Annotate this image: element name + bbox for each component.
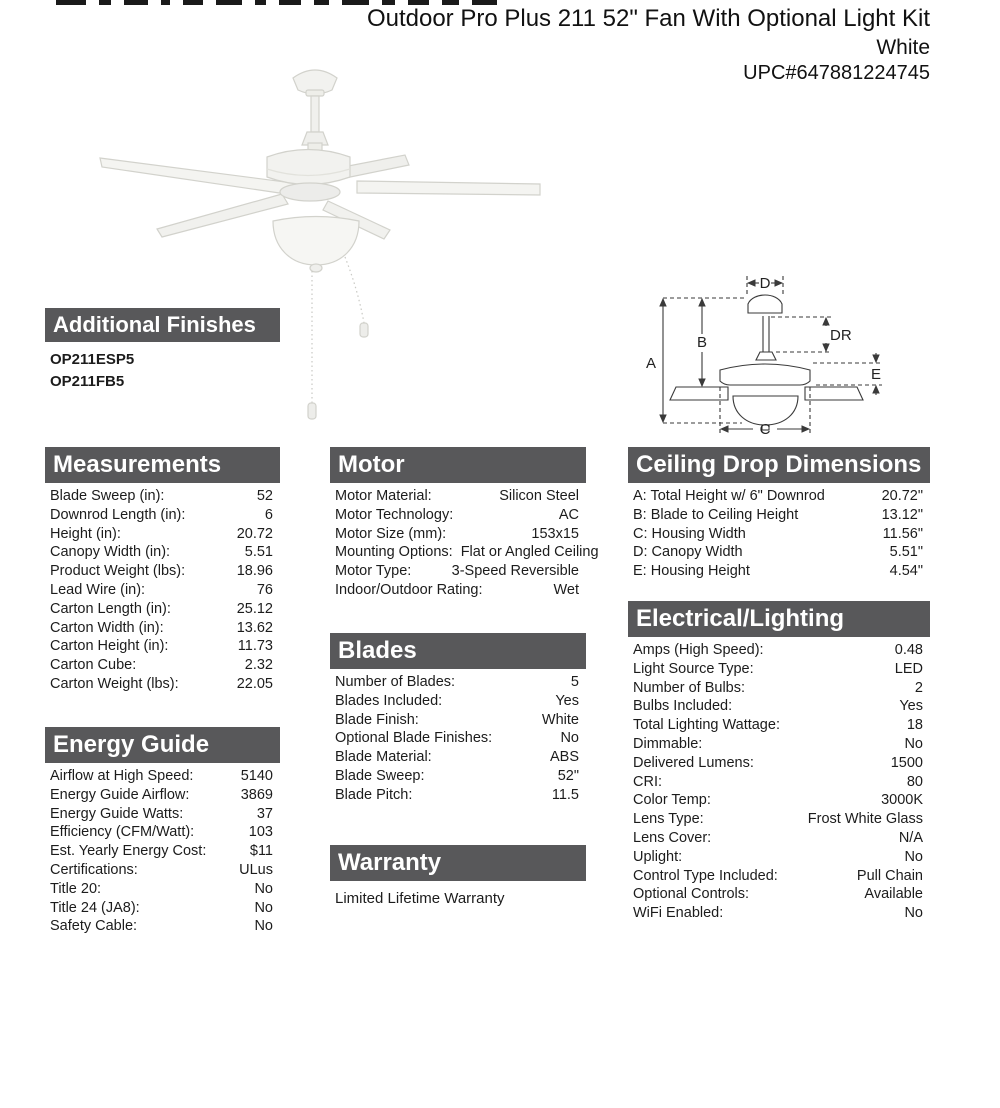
spec-value: 18.96 xyxy=(236,563,273,580)
spec-value: N/A xyxy=(898,829,923,846)
spec-row xyxy=(633,543,923,562)
spec-label: Energy Guide Airflow: xyxy=(50,786,190,803)
spec-label: Number of Blades: xyxy=(335,674,456,690)
blades-rows xyxy=(330,673,586,805)
spec-label: A: Total Height w/ 6" Downrod xyxy=(633,488,825,504)
spec-row xyxy=(50,899,273,918)
blades-heading: Blades xyxy=(330,633,586,669)
spec-label: E: Housing Height xyxy=(633,563,750,580)
spec-row xyxy=(335,581,579,600)
spec-row xyxy=(50,562,273,581)
measurements-heading: Measurements xyxy=(45,447,280,483)
spec-row xyxy=(633,885,923,904)
spec-row xyxy=(335,786,579,805)
spec-value: 4.54" xyxy=(889,563,923,580)
spec-value: No xyxy=(904,905,923,922)
dimension-diagram xyxy=(630,262,920,447)
spec-label: Color Temp: xyxy=(633,792,711,809)
spec-value: Frost White Glass xyxy=(807,811,923,828)
spec-value: 52" xyxy=(557,767,579,784)
spec-row xyxy=(50,487,273,506)
spec-row xyxy=(335,543,599,562)
logo-fragment-bar xyxy=(124,0,148,5)
diagram-label-b: B xyxy=(696,334,708,351)
spec-label: Energy Guide Watts: xyxy=(50,805,184,822)
spec-value: 11.5 xyxy=(551,786,579,803)
spec-value: No xyxy=(254,918,273,935)
spec-row xyxy=(50,600,273,619)
spec-value: Wet xyxy=(553,581,579,598)
logo-fragment-bar xyxy=(161,0,170,5)
spec-row xyxy=(335,562,579,581)
spec-label: Lens Cover: xyxy=(633,829,712,846)
spec-value: 3000K xyxy=(881,792,923,809)
spec-label: WiFi Enabled: xyxy=(633,905,724,922)
additional-finishes-heading: Additional Finishes xyxy=(45,308,280,342)
spec-value: No xyxy=(904,848,923,865)
logo-fragment-bar xyxy=(183,0,203,5)
spec-row xyxy=(50,767,273,786)
spec-value: LED xyxy=(894,660,923,677)
motor-rows xyxy=(330,487,599,600)
spec-value: No xyxy=(560,730,579,747)
spec-row xyxy=(50,675,273,694)
logo-fragment-bar xyxy=(342,0,369,5)
blades-section xyxy=(330,633,586,805)
spec-row xyxy=(633,754,923,773)
warranty-text: Limited Lifetime Warranty xyxy=(335,890,505,907)
spec-value: 52 xyxy=(256,488,273,504)
spec-label: Downrod Length (in): xyxy=(50,506,186,523)
spec-row xyxy=(633,735,923,754)
spec-label: Delivered Lumens: xyxy=(633,754,754,771)
spec-row xyxy=(633,641,923,660)
spec-label: Blades Included: xyxy=(335,692,443,709)
spec-row xyxy=(50,823,273,842)
electrical-rows xyxy=(628,641,930,923)
spec-label: Motor Size (mm): xyxy=(335,525,447,542)
spec-label: Amps (High Speed): xyxy=(633,642,764,658)
spec-label: Carton Cube: xyxy=(50,657,137,674)
spec-row xyxy=(633,487,923,506)
spec-value: 3-Speed Reversible xyxy=(451,563,579,580)
spec-label: Title 24 (JA8): xyxy=(50,899,140,916)
spec-value: 2 xyxy=(914,679,923,696)
ceiling-drop-heading: Ceiling Drop Dimensions xyxy=(628,447,930,483)
spec-value: 5.51 xyxy=(244,544,273,561)
spec-value: No xyxy=(254,880,273,897)
spec-value: AC xyxy=(558,506,579,523)
energy-guide-rows xyxy=(45,767,280,936)
spec-row xyxy=(335,487,579,506)
spec-row xyxy=(633,867,923,886)
spec-row xyxy=(50,525,273,544)
spec-label: Blade Finish: xyxy=(335,711,419,728)
spec-value: 3869 xyxy=(240,786,273,803)
spec-row xyxy=(50,656,273,675)
spec-value: Yes xyxy=(555,692,579,709)
spec-label: Canopy Width (in): xyxy=(50,544,171,561)
logo-fragment-bar xyxy=(99,0,111,5)
spec-value: 11.56" xyxy=(882,525,923,542)
spec-value: 20.72" xyxy=(881,488,923,504)
spec-row xyxy=(50,917,273,936)
spec-value: ABS xyxy=(549,749,579,766)
spec-label: Carton Width (in): xyxy=(50,619,164,636)
spec-label: Est. Yearly Energy Cost: xyxy=(50,843,207,860)
spec-row xyxy=(633,525,923,544)
spec-value: 20.72 xyxy=(236,525,273,542)
warranty-heading: Warranty xyxy=(330,845,586,881)
spec-row xyxy=(50,637,273,656)
spec-row xyxy=(633,679,923,698)
spec-label: Title 20: xyxy=(50,880,102,897)
spec-row xyxy=(50,581,273,600)
spec-label: Carton Weight (lbs): xyxy=(50,675,179,692)
spec-value: Yes xyxy=(899,698,923,715)
spec-label: C: Housing Width xyxy=(633,525,746,542)
spec-row xyxy=(633,660,923,679)
spec-value: 0.48 xyxy=(894,642,923,658)
spec-row xyxy=(335,506,579,525)
spec-label: Carton Length (in): xyxy=(50,600,171,617)
spec-row xyxy=(335,767,579,786)
spec-value: 13.62 xyxy=(236,619,273,636)
logo-fragment-bar xyxy=(56,0,86,5)
spec-value: $11 xyxy=(249,843,273,860)
diagram-label-d: D xyxy=(759,275,771,292)
spec-row xyxy=(633,562,923,581)
spec-row xyxy=(50,506,273,525)
spec-label: Efficiency (CFM/Watt): xyxy=(50,824,195,841)
spec-row xyxy=(633,810,923,829)
spec-value: 5 xyxy=(570,674,579,690)
measurements-rows xyxy=(45,487,280,694)
spec-value: White xyxy=(541,711,579,728)
spec-row xyxy=(50,861,273,880)
spec-value: 25.12 xyxy=(236,600,273,617)
spec-label: Motor Material: xyxy=(335,488,432,504)
spec-row xyxy=(633,791,923,810)
logo-fragment-bar xyxy=(216,0,242,5)
spec-label: Product Weight (lbs): xyxy=(50,563,186,580)
spec-row xyxy=(633,506,923,525)
spec-value: 22.05 xyxy=(236,675,273,692)
spec-row xyxy=(50,805,273,824)
spec-row xyxy=(50,786,273,805)
spec-value: 5140 xyxy=(240,768,273,784)
spec-label: Carton Height (in): xyxy=(50,638,169,655)
spec-value: No xyxy=(254,899,273,916)
spec-label: Control Type Included: xyxy=(633,867,778,884)
spec-label: Indoor/Outdoor Rating: xyxy=(335,581,483,598)
spec-value: No xyxy=(904,735,923,752)
spec-value: 13.12" xyxy=(881,506,923,523)
additional-finishes-list xyxy=(45,349,280,393)
spec-label: Lens Type: xyxy=(633,811,704,828)
spec-row xyxy=(335,729,579,748)
diagram-label-dr: DR xyxy=(830,327,852,344)
spec-label: Optional Controls: xyxy=(633,886,750,903)
spec-value: Pull Chain xyxy=(856,867,923,884)
motor-heading: Motor xyxy=(330,447,586,483)
warranty-section xyxy=(330,845,586,908)
spec-row xyxy=(50,880,273,899)
finish-code: OP211FB5 xyxy=(50,373,125,390)
spec-label: Light Source Type: xyxy=(633,660,754,677)
spec-label: Uplight: xyxy=(633,848,683,865)
spec-label: Motor Type: xyxy=(335,563,412,580)
spec-label: Optional Blade Finishes: xyxy=(335,730,493,747)
spec-label: Lead Wire (in): xyxy=(50,581,146,598)
spec-row xyxy=(633,773,923,792)
spec-label: Total Lighting Wattage: xyxy=(633,717,780,734)
spec-row xyxy=(633,829,923,848)
spec-value: Available xyxy=(864,886,923,903)
spec-row xyxy=(335,673,579,692)
spec-value: 103 xyxy=(248,824,273,841)
spec-value: Silicon Steel xyxy=(499,488,579,504)
motor-section xyxy=(330,447,599,600)
measurements-section xyxy=(45,447,280,694)
ceiling-drop-section xyxy=(628,447,930,581)
logo-fragment-bar xyxy=(314,0,329,5)
spec-row xyxy=(335,748,579,767)
diagram-label-e: E xyxy=(870,366,882,383)
spec-row xyxy=(633,848,923,867)
spec-label: Height (in): xyxy=(50,525,121,542)
spec-row xyxy=(50,842,273,861)
spec-row xyxy=(50,543,273,562)
electrical-section xyxy=(628,601,930,923)
spec-value: 1500 xyxy=(890,754,923,771)
spec-label: D: Canopy Width xyxy=(633,544,743,561)
spec-row xyxy=(335,692,579,711)
spec-value: 6 xyxy=(264,506,273,523)
spec-label: Airflow at High Speed: xyxy=(50,768,194,784)
upc-code: UPC#647881224745 xyxy=(743,62,930,84)
spec-row xyxy=(50,619,273,638)
ceiling-drop-rows xyxy=(628,487,930,581)
spec-value: 11.73 xyxy=(237,638,273,655)
ceiling-drop-diagram-svg xyxy=(630,262,920,447)
energy-guide-heading: Energy Guide xyxy=(45,727,280,763)
spec-label: Mounting Options: xyxy=(335,544,453,561)
energy-guide-section xyxy=(45,727,280,936)
spec-label: Bulbs Included: xyxy=(633,698,733,715)
diagram-label-c: C xyxy=(759,421,771,438)
logo-fragment-bar xyxy=(279,0,301,5)
spec-value: 18 xyxy=(906,717,923,734)
spec-value: 37 xyxy=(256,805,273,822)
finish-name: White xyxy=(876,36,930,59)
electrical-heading: Electrical/Lighting xyxy=(628,601,930,637)
spec-row xyxy=(335,525,579,544)
spec-value: Flat or Angled Ceiling xyxy=(460,544,599,561)
spec-value: 76 xyxy=(256,581,273,598)
spec-label: Blade Pitch: xyxy=(335,786,413,803)
diagram-label-a: A xyxy=(645,355,657,372)
spec-label: Blade Sweep (in): xyxy=(50,488,165,504)
spec-value: 153x15 xyxy=(531,525,579,542)
finish-code: OP211ESP5 xyxy=(50,351,135,368)
spec-row xyxy=(633,697,923,716)
spec-label: Number of Bulbs: xyxy=(633,679,746,696)
spec-label: Motor Technology: xyxy=(335,506,454,523)
spec-label: B: Blade to Ceiling Height xyxy=(633,506,799,523)
spec-row xyxy=(335,711,579,730)
spec-row xyxy=(633,904,923,923)
spec-value: 80 xyxy=(906,773,923,790)
spec-label: CRI: xyxy=(633,773,662,790)
spec-label: Dimmable: xyxy=(633,735,703,752)
spec-value: 5.51" xyxy=(889,544,923,561)
spec-value: 2.32 xyxy=(244,657,273,674)
spec-label: Blade Sweep: xyxy=(335,767,425,784)
spec-value: ULus xyxy=(239,861,273,878)
logo-fragment-bar xyxy=(255,0,266,5)
spec-label: Blade Material: xyxy=(335,749,432,766)
page-title: Outdoor Pro Plus 211 52" Fan With Optional Light Kit xyxy=(366,5,930,32)
spec-label: Safety Cable: xyxy=(50,918,138,935)
spec-label: Certifications: xyxy=(50,861,138,878)
spec-row xyxy=(633,716,923,735)
additional-finishes-section xyxy=(45,308,280,393)
